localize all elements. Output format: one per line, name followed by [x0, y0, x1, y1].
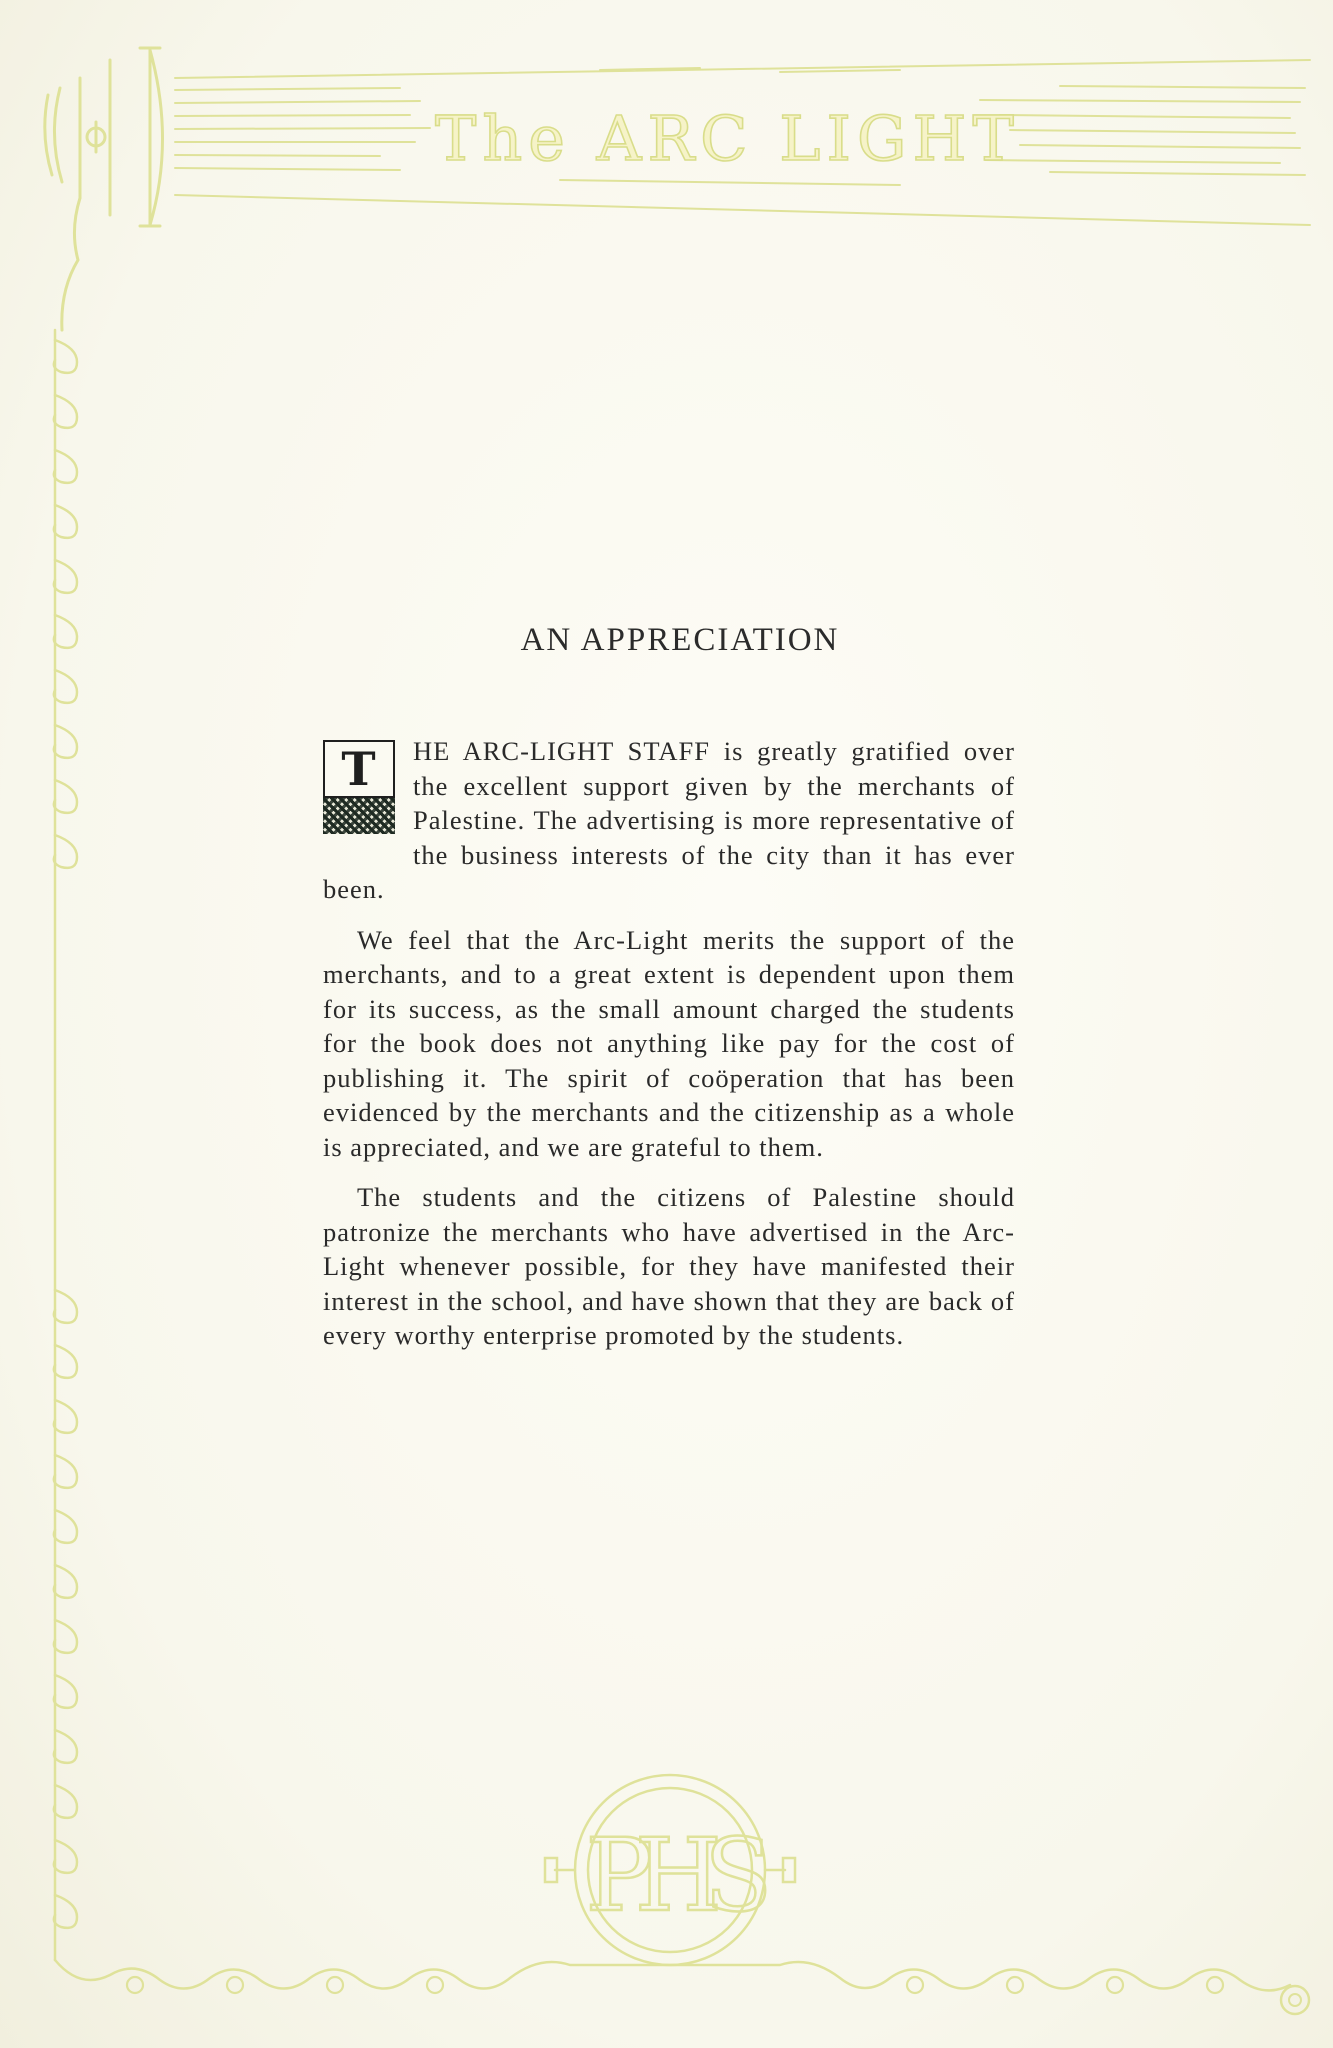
masthead-title: The ARC LIGHT — [435, 102, 1020, 175]
paragraph-1 — [323, 734, 1015, 907]
paragraph-3: The students and the citizens of Palestine should patronize the merchants who have advertised in the Arc-Light whenever possible, for they have manifested their interest in the school, and have shown that they are back of every worthy enterprise promoted by the students. — [323, 1182, 1015, 1350]
drop-cap-letter: T — [323, 740, 395, 798]
corner-swirl-icon — [1281, 1986, 1309, 2014]
page-title: AN APPRECIATION — [520, 622, 840, 658]
paragraph-2: We feel that the Arc-Light merits the support of the merchants, and to a great extent is dependent upon them for its success, as the small amount charged the students for the book does not anything like pay for the cost of publishing it. The spirit of coöperation that has been evidenced by the merchants and the citizenship as a whole is appreciated, and we are grateful to them. — [323, 924, 1015, 1162]
paragraph-1-text: HE ARC-LIGHT STAFF is greatly gratified over the excellent support given by the merchants of Palestine. The advertising is more representative of the business interests of the city than it has ever been. — [323, 736, 1015, 904]
article-body — [323, 734, 1015, 1369]
drop-cap-pattern — [323, 798, 395, 834]
drop-cap — [323, 740, 399, 838]
emblem-monogram: PHS — [585, 1817, 755, 1934]
left-scroll-curls — [54, 340, 77, 1928]
bottom-scroll-curls — [127, 1977, 1223, 1993]
